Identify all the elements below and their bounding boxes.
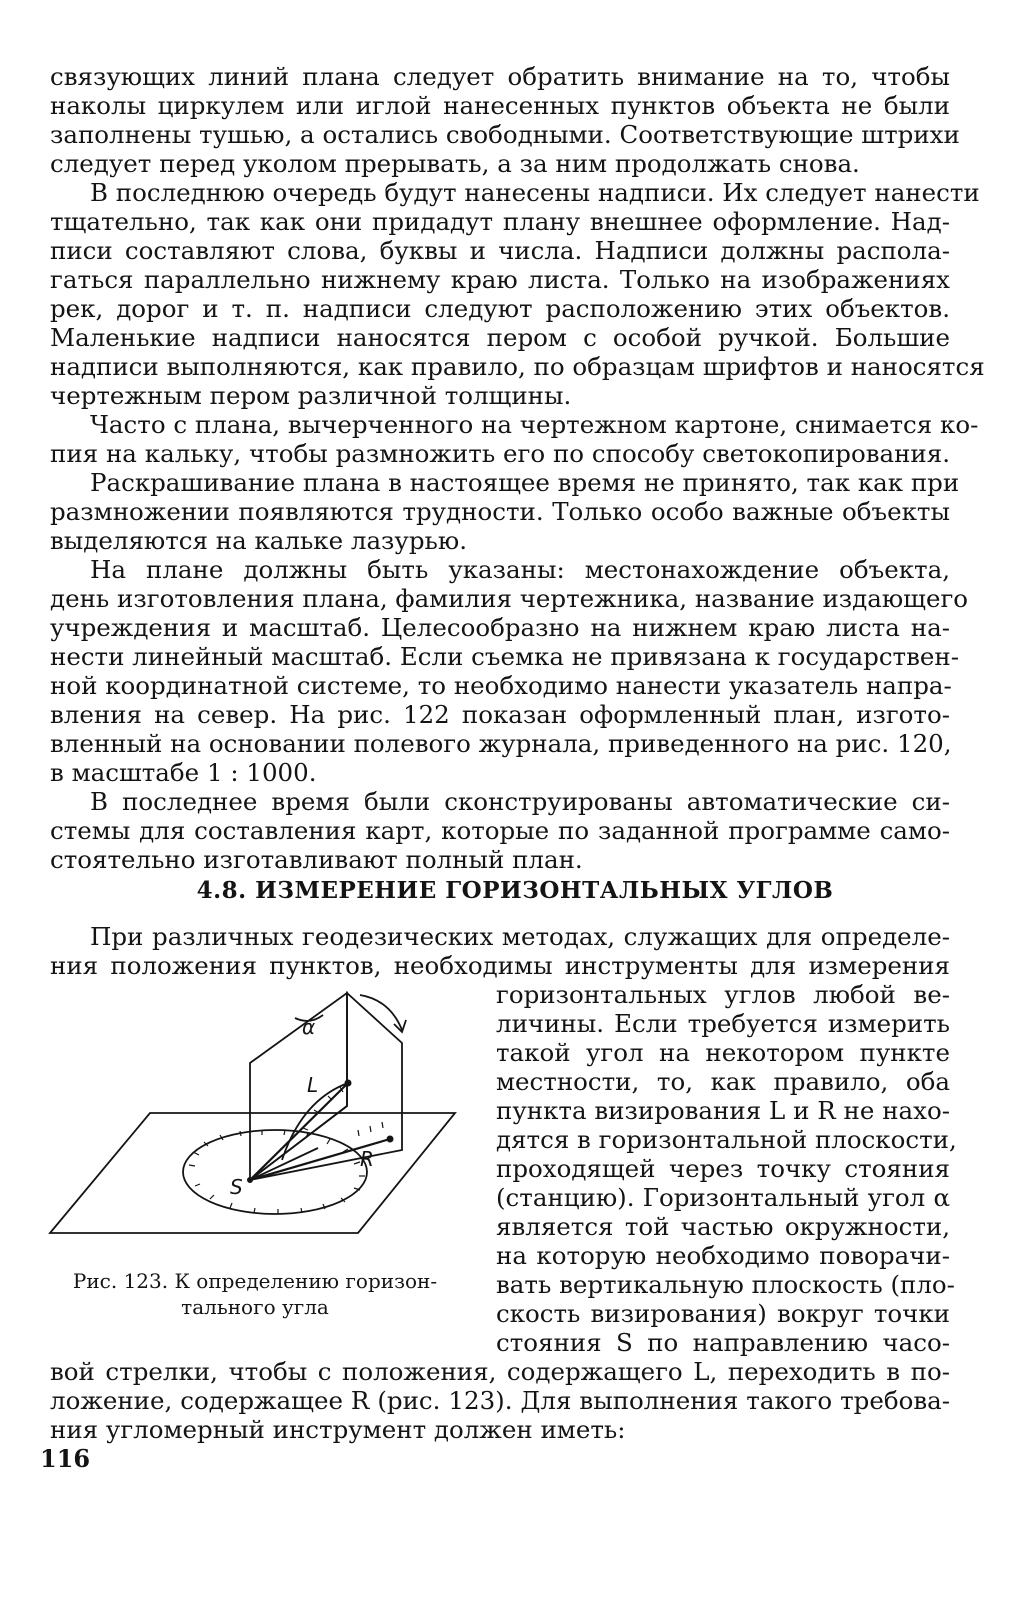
text-line: вленный на основании полевого журнала, приведенного на рис. 120, [50, 729, 952, 758]
text-line: заполнены тушью, а остались свободными. Соответствующие штрихи [50, 120, 960, 149]
text-line: проходящей через точку стояния [496, 1154, 950, 1183]
text-line: на которую необходимо поворачи- [496, 1241, 950, 1270]
text-line: размножении появляются трудности. Только особо важные объекты [50, 497, 950, 526]
angle-diagram [40, 980, 470, 1260]
text-line: стемы для составления карт, которые по заданной программе само- [50, 816, 950, 845]
text-line: пия на кальку, чтобы размножить его по способу светокопирования. [50, 439, 950, 468]
point-s [247, 1177, 253, 1183]
text-line: тщательно, так как они придадут плану внешнее оформление. Над- [50, 207, 950, 236]
text-line: горизонтальных углов любой ве- [496, 980, 950, 1009]
figure-caption-line: Рис. 123. К определению горизон- [72, 1269, 438, 1293]
text-line: вой стрелки, чтобы с положения, содержащего L, переходить в по- [50, 1357, 950, 1386]
page-number: 116 [40, 1444, 91, 1473]
label-l: L [307, 1073, 319, 1097]
label-r: R [360, 1147, 374, 1171]
text-line: (станцию). Горизонтальный угол α [496, 1183, 950, 1212]
text-line: местности, то, как правило, оба [496, 1067, 950, 1096]
text-line: ния угломерный инструмент должен иметь: [50, 1415, 626, 1444]
text-line: связующих линий плана следует обратить внимание на то, чтобы [50, 62, 950, 91]
text-line: в масштабе 1 : 1000. [50, 758, 317, 787]
text-line: выделяются на кальке лазурью. [50, 526, 467, 555]
text-line: пункта визирования L и R не нахо- [496, 1096, 950, 1125]
text-line: учреждения и масштаб. Целесообразно на нижнем краю листа на- [50, 613, 950, 642]
text-line: ния положения пунктов, необходимы инструменты для измерения [50, 951, 950, 980]
text-line: В последнее время были сконструированы автоматические си- [90, 787, 950, 816]
text-line: такой угол на некотором пункте [496, 1038, 950, 1067]
vertical-plane-right [250, 993, 402, 1180]
figure-horizontal-angle [40, 980, 470, 1260]
text-line: чертежным пером различной толщины. [50, 381, 572, 410]
section-heading: 4.8. ИЗМЕРЕНИЕ ГОРИЗОНТАЛЬНЫХ УГЛОВ [196, 877, 834, 904]
text-line: Раскрашивание плана в настоящее время не принято, так как при [90, 468, 960, 497]
text-line: является той частью окружности, [496, 1212, 950, 1241]
text-line: рек, дорог и т. п. надписи следуют расположению этих объектов. [50, 294, 950, 323]
label-s: S [230, 1175, 243, 1199]
text-line: стоятельно изготавливают полный план. [50, 845, 583, 874]
text-line: вления на север. На рис. 122 показан оформленный план, изгото- [50, 700, 950, 729]
text-line: Часто с плана, вычерченного на чертежном картоне, снимается ко- [90, 410, 979, 439]
text-line: день изготовления плана, фамилия чертежника, название издающего [50, 584, 969, 613]
text-line: На плане должны быть указаны: местонахождение объекта, [90, 555, 950, 584]
text-line: стояния S по направлению часо- [496, 1328, 950, 1357]
point-r [387, 1136, 394, 1143]
vertical-plane-left [250, 993, 347, 1180]
text-line: скость визирования) вокруг точки [496, 1299, 950, 1328]
point-l [345, 1080, 352, 1087]
text-line: В последнюю очередь будут нанесены надписи. Их следует нанести [90, 178, 980, 207]
text-line: вать вертикальную плоскость (пло- [496, 1270, 955, 1299]
text-line: писи составляют слова, буквы и числа. Надписи должны распола- [50, 236, 950, 265]
text-line: гаться параллельно нижнему краю листа. Только на изображениях [50, 265, 950, 294]
text-line: Маленькие надписи наносятся пером с особой ручкой. Большие [50, 323, 950, 352]
text-line: нести линейный масштаб. Если съемка не привязана к государствен- [50, 642, 960, 671]
text-line: При различных геодезических методах, служащих для определе- [90, 922, 950, 951]
text-line: ной координатной системе, то необходимо нанести указатель напра- [50, 671, 952, 700]
text-line: наколы циркулем или иглой нанесенных пунктов объекта не были [50, 91, 950, 120]
text-line: дятся в горизонтальной плоскости, [496, 1125, 957, 1154]
label-alpha: α [302, 1015, 316, 1039]
text-line: надписи выполняются, как правило, по образцам шрифтов и наносятся [50, 352, 985, 381]
figure-caption-line: тального угла [181, 1295, 329, 1319]
text-line: ложение, содержащее R (рис. 123). Для выполнения такого требова- [50, 1386, 950, 1415]
text-line: личины. Если требуется измерить [496, 1009, 950, 1038]
text-line: следует перед уколом прерывать, а за ним продолжать снова. [50, 149, 860, 178]
